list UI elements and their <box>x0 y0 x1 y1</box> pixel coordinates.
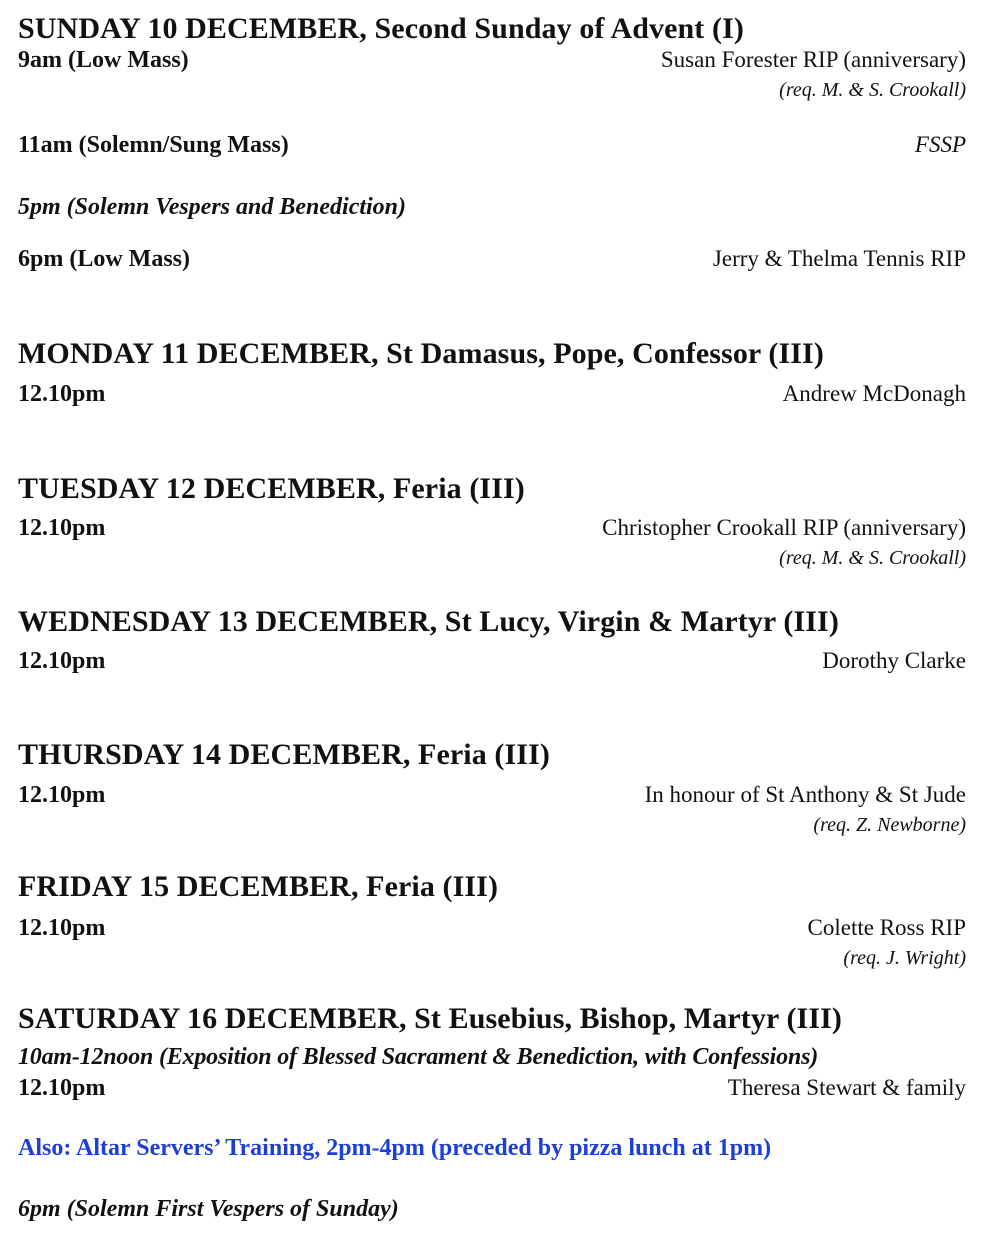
day-heading-wednesday: WEDNESDAY 13 DECEMBER, St Lucy, Virgin & Martyr (III) <box>18 605 839 638</box>
day-heading-friday: FRIDAY 15 DECEMBER, Feria (III) <box>18 870 499 903</box>
service-time: 10am-12noon (Exposition of Blessed Sacrament & Benediction, with Confessions) <box>18 1044 819 1070</box>
mass-time: 12.10pm <box>18 381 106 407</box>
day-heading-monday: MONDAY 11 DECEMBER, St Damasus, Pope, Confessor (III) <box>18 337 824 370</box>
intention-requester: (req. M. & S. Crookall) <box>779 547 966 569</box>
mass-time: 12.10pm <box>18 915 106 941</box>
mass-intention: Colette Ross RIP <box>807 915 966 940</box>
day-heading-sunday: SUNDAY 10 DECEMBER, Second Sunday of Advent (I) <box>18 12 744 45</box>
mass-intention: Susan Forester RIP (anniversary) <box>660 47 966 72</box>
service-time: 5pm (Solemn Vespers and Benediction) <box>18 194 407 220</box>
service-time: 6pm (Solemn First Vespers of Sunday) <box>18 1196 399 1222</box>
mass-time: 9am (Low Mass) <box>18 47 189 73</box>
mass-intention: Dorothy Clarke <box>822 648 966 673</box>
mass-intention: Andrew McDonagh <box>782 381 966 406</box>
mass-time: 12.10pm <box>18 1075 106 1101</box>
mass-time: 6pm (Low Mass) <box>18 246 190 272</box>
day-heading-tuesday: TUESDAY 12 DECEMBER, Feria (III) <box>18 472 525 505</box>
mass-intention: In honour of St Anthony & St Jude <box>644 782 966 807</box>
mass-time: 12.10pm <box>18 648 106 674</box>
altar-servers-training-note: Also: Altar Servers’ Training, 2pm-4pm (preceded by pizza lunch at 1pm) <box>18 1135 772 1161</box>
intention-requester: (req. J. Wright) <box>843 947 966 969</box>
day-heading-thursday: THURSDAY 14 DECEMBER, Feria (III) <box>18 738 550 771</box>
intention-requester: (req. M. & S. Crookall) <box>779 79 966 101</box>
day-heading-saturday: SATURDAY 16 DECEMBER, St Eusebius, Bishop, Martyr (III) <box>18 1002 842 1035</box>
mass-intention: Theresa Stewart & family <box>727 1075 966 1100</box>
mass-intention: Jerry & Thelma Tennis RIP <box>712 246 966 271</box>
mass-time: 12.10pm <box>18 515 106 541</box>
mass-time: 12.10pm <box>18 782 106 808</box>
mass-intention: Christopher Crookall RIP (anniversary) <box>602 515 966 540</box>
mass-time: 11am (Solemn/Sung Mass) <box>18 132 289 158</box>
mass-intention: FSSP <box>914 132 966 157</box>
intention-requester: (req. Z. Newborne) <box>813 814 966 836</box>
